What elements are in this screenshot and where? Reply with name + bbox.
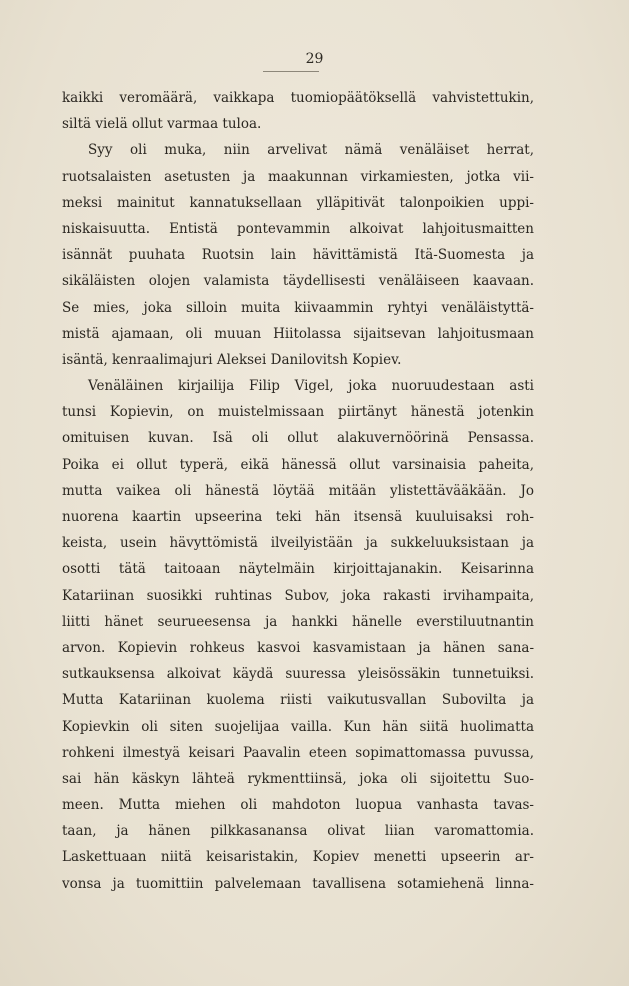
text-line: isännät puuhata Ruotsin lain hävittämistä Itä-Suomesta ja (62, 247, 534, 264)
text-line: Laskettuaan niitä keisaristakin, Kopiev menetti upseerin ar- (62, 849, 534, 866)
text-line: Katariinan suosikki ruhtinas Subov, joka rakasti irvihampaita, (62, 587, 534, 604)
page-number-rule (263, 71, 319, 72)
text-line: Venäläinen kirjailija Filip Vigel, joka nuoruudestaan asti (88, 378, 534, 395)
text-line: osotti tätä taitoaan näytelmäin kirjoittajanakin. Keisarinna (62, 561, 534, 578)
text-line: isäntä, kenraalimajuri Aleksei Danilovitsh Kopiev. (62, 351, 402, 368)
text-line: liitti hänet seurueesensa ja hankki hänelle everstiluutnantin (62, 613, 534, 630)
text-line: Poika ei ollut typerä, eikä hänessä ollut varsinaisia paheita, (62, 456, 534, 473)
text-line: keista, usein hävyttömistä ilveilyistään ja sukkeluuksistaan ja (62, 535, 534, 552)
text-line: rohkeni ilmestyä keisari Paavalin eteen sopimattomassa puvussa, (62, 744, 534, 761)
text-line: meksi mainitut kannatuksellaan ylläpitivät talonpoikien uppi- (62, 194, 534, 211)
text-line: sikäläisten olojen valamista täydellisesti venäläiseen kaavaan. (62, 273, 534, 290)
text-line: sutkauksensa alkoivat käydä suuressa yleisössäkin tunnetuiksi. (62, 666, 534, 683)
text-line: arvon. Kopievin rohkeus kasvoi kasvamistaan ja hänen sana- (62, 639, 534, 656)
text-line: mutta vaikea oli hänestä löytää mitään ylistettävääkään. Jo (62, 482, 534, 499)
text-line: Se mies, joka silloin muita kiivaammin ryhtyi venäläistyttä- (62, 299, 534, 316)
text-line: Kopievkin oli siten suojelijaa vailla. Kun hän siitä huolimatta (62, 718, 534, 735)
text-line: taan, ja hänen pilkkasanansa olivat liian varomattomia. (62, 823, 534, 840)
text-line: kaikki veromäärä, vaikkapa tuomiopäätöksellä vahvistettukin, (62, 90, 534, 106)
text-line: omituisen kuvan. Isä oli ollut alakuvernöörinä Pensassa. (62, 430, 534, 447)
text-line: Syy oli muka, niin arvelivat nämä venäläiset herrat, (88, 142, 534, 159)
text-line: niskaisuutta. Entistä pontevammin alkoivat lahjoitusmaitten (62, 220, 534, 237)
text-line: vonsa ja tuomittiin palvelemaan tavallisena sotamiehenä linna- (62, 875, 534, 892)
text-line: siltä vielä ollut varmaa tuloa. (62, 116, 262, 133)
text-line: sai hän käskyn lähteä rykmenttiinsä, joka oli sijoitettu Suo- (62, 770, 534, 787)
body-text (62, 85, 534, 897)
text-line: tunsi Kopievin, on muistelmissaan piirtänyt hänestä jotenkin (62, 404, 534, 421)
text-line: meen. Mutta miehen oli mahdoton luopua vanhasta tavas- (62, 797, 534, 814)
text-line: Mutta Katariinan kuolema riisti vaikutusvallan Subovilta ja (62, 692, 534, 709)
text-line: mistä ajamaan, oli muuan Hiitolassa sijaitsevan lahjoitusmaan (62, 325, 534, 342)
text-line: nuorena kaartin upseerina teki hän itsensä kuuluisaksi roh- (62, 509, 534, 525)
text-line: ruotsalaisten asetusten ja maakunnan virkamiesten, jotka vii- (62, 168, 534, 185)
page-number: 29 (305, 51, 324, 67)
